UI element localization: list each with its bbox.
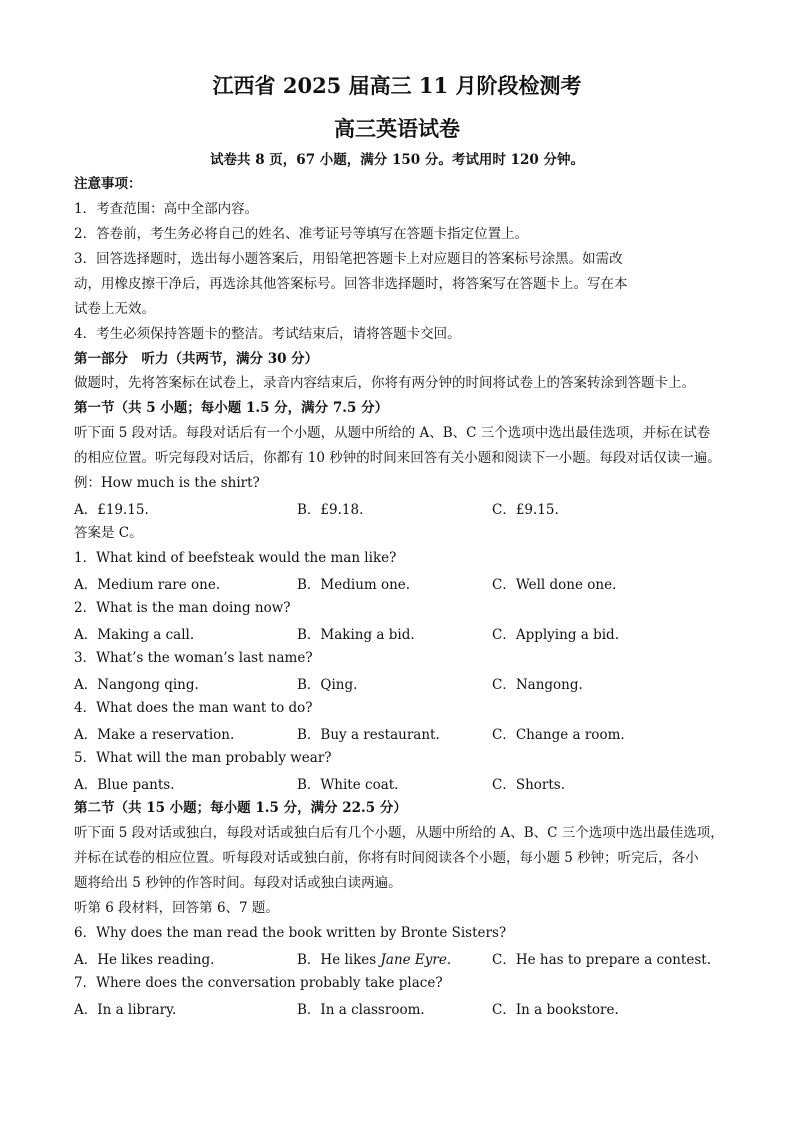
question-7: 7．Where does the conversation probably take place? [74,975,443,991]
example-option-c: C．£9.15. [492,502,559,518]
q4-option-c: C．Change a room. [492,727,625,743]
question-1: 1．What kind of beefsteak would the man like? [74,550,397,566]
example-option-b: B．£9.18. [297,502,364,518]
question-4: 4．What does the man want to do? [74,700,313,716]
q3-option-c: C．Nangong. [492,677,583,693]
q6-option-c: C．He has to prepare a contest. [492,952,711,968]
q6-option-b-book-title: Jane Eyre. [380,952,452,968]
part1-heading: 第一部分 听力（共两节，满分 30 分） [74,351,319,367]
section2-heading: 第二节（共 15 小题；每小题 1.5 分，满分 22.5 分） [74,800,407,816]
question-2: 2．What is the man doing now? [74,600,291,616]
exam-info: 试卷共 8 页，67 小题，满分 150 分。考试用时 120 分钟。 [210,152,584,168]
q1-option-c: C．Well done one. [492,577,617,593]
notes-heading: 注意事项： [74,176,142,192]
example-option-a: A．£19.15. [74,502,149,518]
section1-intro-line-1: 听下面 5 段对话。每段对话后有一个小题，从题中所给的 A、B、C 三个选项中选出最佳选项，并标在试卷 [74,425,711,441]
section2-intro-line-2: 并标在试卷的相应位置。听每段对话或独白前，你将有时间阅读各个小题，每小题 5 秒钟；听完后，各小 [74,850,699,866]
q5-option-a: A．Blue pants. [74,777,175,793]
q6-option-b-text: B．He likes [297,952,381,968]
question-5: 5．What will the man probably wear? [74,750,332,766]
q4-option-b: B．Buy a restaurant. [297,727,440,743]
section2-intro-line-3: 题将给出 5 秒钟的作答时间。每段对话或独白读两遍。 [74,875,402,891]
q1-option-b: B．Medium one. [297,577,411,593]
section1-heading: 第一节（共 5 小题；每小题 1.5 分，满分 7.5 分） [74,400,389,416]
note-3-line-2: 动，用橡皮擦干净后，再选涂其他答案标号。回答非选择题时，将答案写在答题卡上。写在本 [74,276,628,292]
note-1: 1．考查范围：高中全部内容。 [74,201,259,217]
note-2: 2．答卷前，考生务必将自己的姓名、准考证号等填写在答题卡指定位置上。 [74,226,529,242]
q4-option-a: A．Make a reservation. [74,727,235,743]
q3-option-a: A．Nangong qing. [74,677,199,693]
q7-option-b: B．In a classroom. [297,1002,425,1018]
exam-title: 江西省 2025 届高三 11 月阶段检测考 [212,73,582,98]
example-answer: 答案是 C。 [74,525,143,541]
q6-option-a: A．He likes reading. [74,952,215,968]
section1-intro-line-2: 的相应位置。听完每段对话后，你都有 10 秒钟的时间来回答有关小题和阅读下一小题。每段对话仅读一遍。 [74,450,721,466]
q2-option-c: C．Applying a bid. [492,627,619,643]
q2-option-a: A．Making a call. [74,627,195,643]
note-4: 4．考生必须保持答题卡的整洁。考试结束后，请将答题卡交回。 [74,326,461,342]
q1-option-a: A．Medium rare one. [74,577,221,593]
q3-option-b: B．Qing. [297,677,358,693]
note-3-line-1: 3．回答选择题时，选出每小题答案后，用铅笔把答题卡上对应题目的答案标号涂黑。如需改 [74,251,623,267]
q7-option-a: A．In a library. [74,1002,177,1018]
note-3-line-3: 试卷上无效。 [74,301,155,317]
part1-intro: 做题时，先将答案标在试卷上，录音内容结束后，你将有两分钟的时间将试卷上的答案转涂到答题卡上。 [74,375,695,391]
section2-intro-line-1: 听下面 5 段对话或独白，每段对话或独白后有几个小题，从题中所给的 A、B、C 三个选项中选出最佳选项， [74,825,724,841]
question-6: 6．Why does the man read the book written by Bronte Sisters? [74,925,507,941]
question-3: 3．What’s the woman’s last name? [74,650,313,666]
q2-option-b: B．Making a bid. [297,627,415,643]
example-question: 例：How much is the shirt? [74,475,260,491]
q6-option-b [297,948,451,968]
q5-option-c: C．Shorts. [492,777,565,793]
material-6-instruction: 听第 6 段材料，回答第 6、7 题。 [74,900,279,916]
q7-option-c: C．In a bookstore. [492,1002,619,1018]
q5-option-b: B．White coat. [297,777,399,793]
exam-subject-title: 高三英语试卷 [334,116,460,141]
